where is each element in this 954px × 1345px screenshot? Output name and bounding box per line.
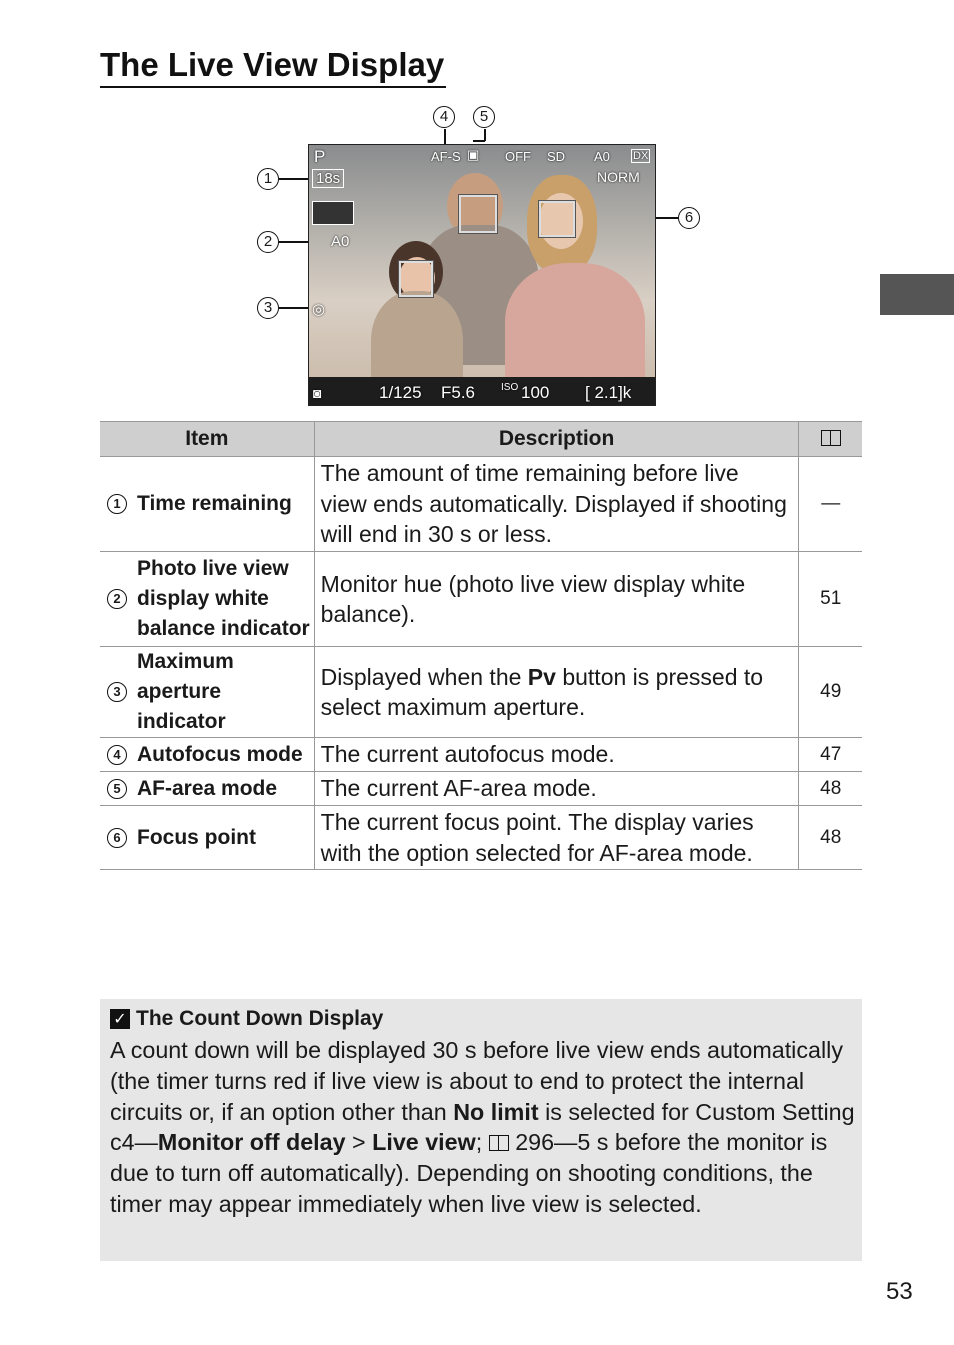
image-area-indicator: DX bbox=[633, 150, 649, 162]
row-item: Maximum aperture indicator bbox=[137, 650, 234, 733]
iso-label: ISO bbox=[501, 382, 519, 393]
row-number: 1 bbox=[107, 494, 127, 514]
items-table bbox=[100, 421, 862, 870]
monitor-off-delay-label: Monitor off delay bbox=[157, 1129, 346, 1156]
note-text: 296—5 s before the monitor is due to turn off automatically). Depending on shooting conditions, the timer may appear immediately when live view is selected. bbox=[110, 1129, 828, 1217]
note-text: is selected for Custom Setting c4— bbox=[110, 1098, 855, 1156]
row-item: Focus point bbox=[137, 825, 256, 849]
row-page: 48 bbox=[799, 772, 862, 806]
row-number: 3 bbox=[107, 682, 127, 702]
touch-shutter-icon bbox=[312, 201, 354, 225]
time-remaining-indicator: 18s bbox=[312, 169, 344, 188]
row-description bbox=[314, 647, 799, 738]
table-row bbox=[100, 552, 862, 647]
shots-remaining: [ 2.1]k bbox=[585, 383, 632, 402]
header-item: Item bbox=[100, 422, 314, 457]
header-page-reference bbox=[799, 422, 862, 457]
white-balance-indicator: A0 bbox=[594, 149, 610, 164]
shutter-speed: 1/125 bbox=[379, 383, 422, 402]
monitor-screen bbox=[308, 144, 656, 406]
iso-value: 100 bbox=[521, 383, 550, 402]
face-detect-box bbox=[539, 201, 575, 237]
row-description: The amount of time remaining before live view ends automatically. Displayed if shooting will end in 30 s or less. bbox=[314, 457, 799, 552]
checkmark-icon: ✓ bbox=[110, 1009, 130, 1029]
af-mode-indicator: AF-S bbox=[431, 149, 461, 164]
max-aperture-icon: ◎ bbox=[312, 301, 326, 318]
book-icon bbox=[821, 430, 841, 446]
note-body bbox=[110, 1035, 855, 1220]
desc-text: button is pressed to select maximum aperture. bbox=[320, 663, 764, 720]
callout-4: 4 bbox=[433, 106, 455, 128]
table-row bbox=[100, 806, 862, 870]
row-page: 49 bbox=[799, 647, 862, 738]
table-row bbox=[100, 772, 862, 806]
callout-5: 5 bbox=[473, 106, 495, 128]
row-description: Monitor hue (photo live view display white balance). bbox=[314, 552, 799, 647]
callout-3: 3 bbox=[257, 297, 279, 319]
callout-2-leader bbox=[279, 241, 309, 243]
row-item: Photo live view display white balance indicator bbox=[137, 557, 310, 640]
row-page: 51 bbox=[799, 552, 862, 647]
live-view-label: Live view bbox=[372, 1129, 476, 1156]
no-limit-label: No limit bbox=[453, 1098, 539, 1125]
note-text: ; bbox=[475, 1129, 483, 1156]
count-down-note bbox=[100, 999, 862, 1261]
callout-2: 2 bbox=[257, 231, 279, 253]
focus-point-box bbox=[459, 195, 497, 233]
row-description: The current focus point. The display varies with the option selected for AF-area mode. bbox=[314, 806, 799, 870]
header-description: Description bbox=[314, 422, 799, 457]
photo-wb-indicator: A0 bbox=[331, 233, 350, 250]
aperture-value: F5.6 bbox=[441, 383, 476, 402]
row-page: 47 bbox=[799, 738, 862, 772]
row-page: 48 bbox=[799, 806, 862, 870]
row-description: The current AF-area mode. bbox=[314, 772, 799, 806]
callout-1-leader bbox=[279, 178, 309, 180]
live-view-figure bbox=[250, 100, 710, 410]
face-detect-box bbox=[399, 261, 433, 297]
callout-5-leader-h bbox=[473, 140, 485, 142]
row-item: Time remaining bbox=[137, 492, 292, 515]
picture-control-indicator: SD bbox=[547, 149, 566, 164]
table-row bbox=[100, 457, 862, 552]
pv-button-label: Pv bbox=[527, 663, 556, 690]
note-text: > bbox=[345, 1129, 373, 1156]
table-header-row bbox=[100, 422, 862, 457]
desc-text: Displayed when the bbox=[320, 663, 528, 690]
shooting-mode: P bbox=[314, 147, 326, 166]
row-item: Autofocus mode bbox=[137, 742, 303, 766]
note-text: A count down will be displayed 30 s before live view ends automatically (the timer turns red if live view is about to end to protect the internal circuits or, if an option other than bbox=[110, 1037, 843, 1125]
row-number: 6 bbox=[107, 828, 127, 848]
callout-1: 1 bbox=[257, 168, 279, 190]
af-area-icon: ▣ bbox=[467, 147, 480, 162]
table-row bbox=[100, 647, 862, 738]
page-number: 53 bbox=[886, 1278, 913, 1305]
row-number: 5 bbox=[107, 779, 127, 799]
row-page: — bbox=[799, 457, 862, 552]
picture-off-indicator: OFF bbox=[505, 149, 531, 164]
woman-blouse bbox=[505, 263, 645, 393]
metering-icon: ◙ bbox=[313, 385, 322, 401]
row-item: AF-area mode bbox=[137, 776, 278, 800]
row-description: The current autofocus mode. bbox=[314, 738, 799, 772]
table-row bbox=[100, 738, 862, 772]
image-quality-indicator: NORM bbox=[597, 169, 640, 185]
callout-6: 6 bbox=[678, 207, 700, 229]
book-icon bbox=[489, 1135, 509, 1151]
note-header bbox=[110, 1007, 383, 1031]
page-title: The Live View Display bbox=[100, 44, 446, 88]
chapter-tab bbox=[880, 274, 954, 315]
row-number: 4 bbox=[107, 745, 127, 765]
row-number: 2 bbox=[107, 589, 127, 609]
note-title: The Count Down Display bbox=[136, 1007, 384, 1030]
